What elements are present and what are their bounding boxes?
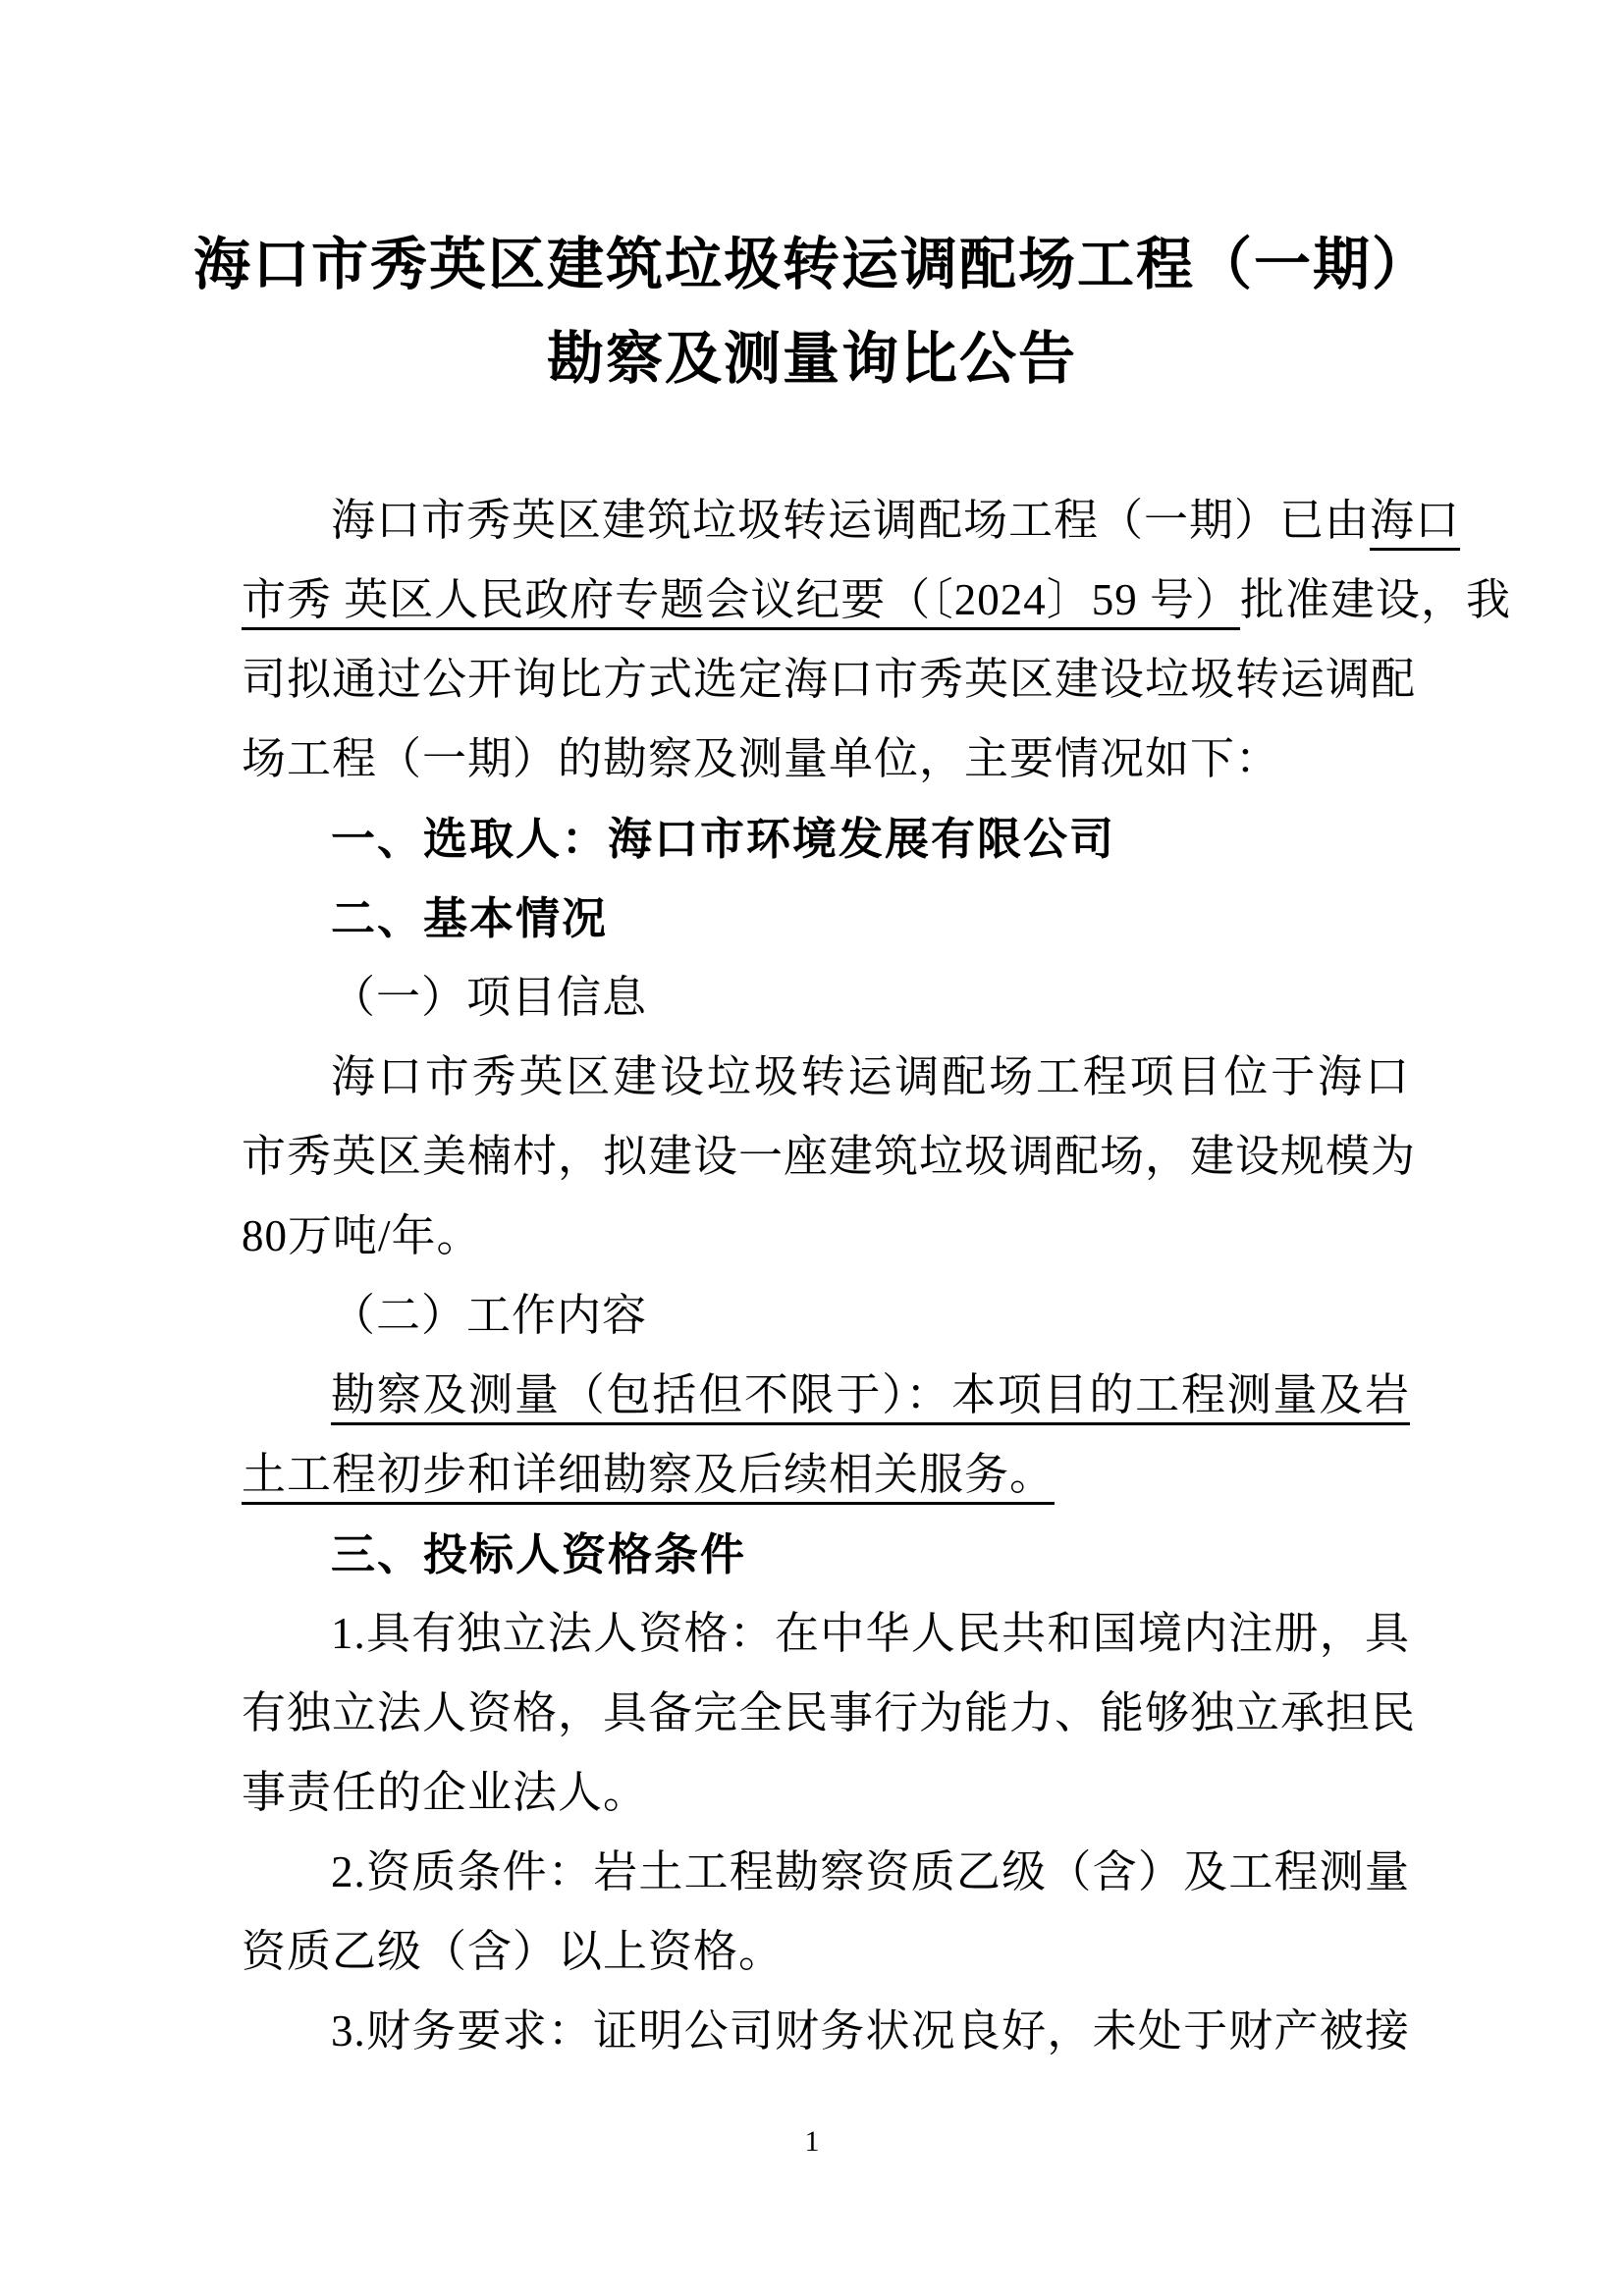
page-number: 1	[804, 2125, 820, 2158]
underlined-text: 海口	[1370, 496, 1461, 545]
text-segment: 资质乙级（含）以上资格。	[242, 1927, 785, 1976]
text-segment: 80万吨/年。	[242, 1211, 482, 1260]
para1-line2	[242, 561, 1512, 640]
text-segment: 一、选取人：海口市环境发展有限公司	[331, 814, 1116, 864]
text-segment: 司拟通过公开询比方式选定海口市秀英区建设垃圾转运调配	[242, 655, 1417, 704]
item1-line3	[242, 1753, 1410, 1833]
subheading-2-1	[242, 958, 1410, 1038]
text-segment: （二）工作内容	[331, 1291, 648, 1340]
para1-line3	[242, 640, 1417, 720]
text-segment: 1.具有独立法人资格：在中华人民共和国境内注册，具	[331, 1609, 1410, 1658]
item1-line2	[242, 1674, 1417, 1753]
text-segment: 二、基本情况	[331, 893, 609, 943]
para2-line2	[242, 1117, 1417, 1197]
item3-line1	[242, 1992, 1410, 2071]
text-segment: 海口市秀英区建筑垃圾转运调配场工程（一期）已由	[331, 496, 1371, 545]
text-segment: 场工程（一期）的勘察及测量单位，主要情况如下：	[242, 734, 1281, 783]
document-title-line2: 勘察及测量询比公告	[546, 327, 1077, 391]
item1-line1	[242, 1594, 1410, 1674]
para1-line4	[242, 720, 1410, 799]
item2-line1	[242, 1833, 1410, 1912]
para3-line1	[242, 1356, 1410, 1435]
underlined-text: 勘察及测量（包括但不限于）：本项目的工程测量及岩	[331, 1370, 1410, 1419]
text-segment: 2.资质条件：岩土工程勘察资质乙级（含）及工程测量	[331, 1847, 1410, 1896]
text-segment: 批准建设，我	[1240, 575, 1512, 624]
text-segment: 事责任的企业法人。	[242, 1768, 649, 1817]
subheading-2-2	[242, 1276, 1410, 1356]
document-title-line1: 海口市秀英区建筑垃圾转运调配场工程（一期）	[192, 233, 1431, 296]
text-segment: 三、投标人资格条件	[331, 1529, 747, 1579]
text-segment: 市秀英区美楠村，拟建设一座建筑垃圾调配场，建设规模为	[242, 1132, 1417, 1181]
heading-section-1	[242, 799, 1410, 879]
para1-line1	[242, 481, 1461, 561]
text-segment: （一）项目信息	[331, 973, 648, 1022]
document-body	[242, 481, 1512, 2071]
text-segment: 有独立法人资格，具备完全民事行为能力、能够独立承担民	[242, 1688, 1417, 1737]
text-segment: 海口市秀英区建设垃圾转运调配场工程项目位于海口	[331, 1052, 1410, 1101]
underlined-text: 土工程初步和详细勘察及后续相关服务。	[242, 1450, 1056, 1499]
heading-section-3	[242, 1515, 1410, 1594]
document-title	[0, 0, 1624, 406]
text-segment: 3.财务要求：证明公司财务状况良好，未处于财产被接	[331, 2006, 1410, 2056]
para2-line3	[242, 1197, 1410, 1276]
heading-section-2	[242, 879, 1410, 958]
underlined-text: 市秀 英区人民政府专题会议纪要（〔2024〕59 号）	[242, 575, 1241, 624]
para2-line1	[242, 1038, 1410, 1117]
para3-line2	[242, 1435, 1410, 1515]
item2-line2	[242, 1912, 1410, 1992]
